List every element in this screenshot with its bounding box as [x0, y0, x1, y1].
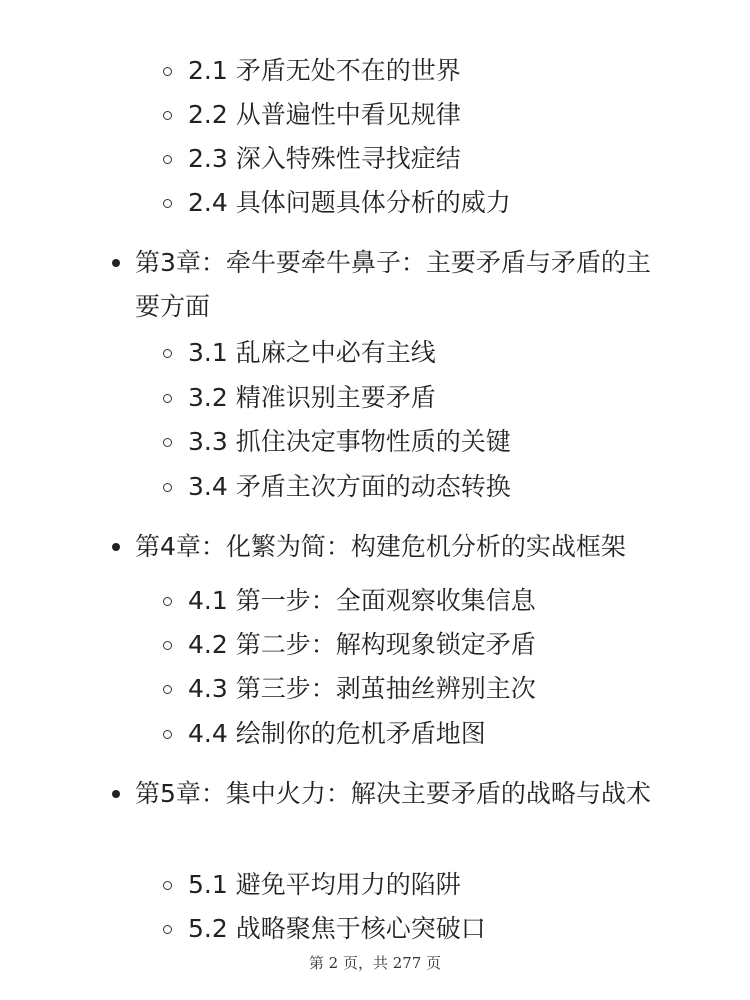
bullet-circle-icon: [163, 597, 172, 606]
bullet-circle-icon: [163, 67, 172, 76]
toc-item-5-1[interactable]: 5.1 避免平均用力的陷阱: [188, 870, 461, 899]
bullet-circle-icon: [163, 155, 172, 164]
bullet-circle-icon: [163, 394, 172, 403]
toc-item-4-3[interactable]: 4.3 第三步：剥茧抽丝辨别主次: [188, 674, 536, 703]
toc-item-3-4[interactable]: 3.4 矛盾主次方面的动态转换: [188, 472, 511, 501]
toc-item-2-3[interactable]: 2.3 深入特殊性寻找症结: [188, 144, 461, 173]
bullet-circle-icon: [163, 483, 172, 492]
toc-item-3-2[interactable]: 3.2 精准识别主要矛盾: [188, 383, 436, 412]
toc-item-5-2[interactable]: 5.2 战略聚焦于核心突破口: [188, 914, 486, 943]
toc-item-2-4[interactable]: 2.4 具体问题具体分析的威力: [188, 188, 511, 217]
toc-chapter-3[interactable]: 第3章：牵牛要牵牛鼻子：主要矛盾与矛盾的主要方面: [135, 248, 651, 321]
toc-chapter-4[interactable]: 第4章：化繁为简：构建危机分析的实战框架: [135, 532, 626, 561]
toc-item-3-1[interactable]: 3.1 乱麻之中必有主线: [188, 338, 436, 367]
bullet-dot-icon: [112, 790, 120, 798]
bullet-circle-icon: [163, 730, 172, 739]
bullet-circle-icon: [163, 925, 172, 934]
bullet-circle-icon: [163, 881, 172, 890]
toc-item-4-2[interactable]: 4.2 第二步：解构现象锁定矛盾: [188, 630, 536, 659]
bullet-circle-icon: [163, 438, 172, 447]
toc-item-2-2[interactable]: 2.2 从普遍性中看见规律: [188, 100, 461, 129]
toc-item-2-1[interactable]: 2.1 矛盾无处不在的世界: [188, 56, 461, 85]
bullet-circle-icon: [163, 685, 172, 694]
toc-item-3-3[interactable]: 3.3 抓住决定事物性质的关键: [188, 427, 511, 456]
bullet-circle-icon: [163, 111, 172, 120]
toc-chapter-5[interactable]: 第5章：集中火力：解决主要矛盾的战略与战术: [135, 779, 651, 808]
bullet-circle-icon: [163, 641, 172, 650]
toc-item-4-1[interactable]: 4.1 第一步：全面观察收集信息: [188, 586, 536, 615]
toc-item-4-4[interactable]: 4.4 绘制你的危机矛盾地图: [188, 719, 486, 748]
bullet-dot-icon: [112, 259, 120, 267]
bullet-dot-icon: [112, 543, 120, 551]
bullet-circle-icon: [163, 199, 172, 208]
page-number: 第 2 页，共 277 页: [308, 954, 442, 972]
bullet-circle-icon: [163, 349, 172, 358]
